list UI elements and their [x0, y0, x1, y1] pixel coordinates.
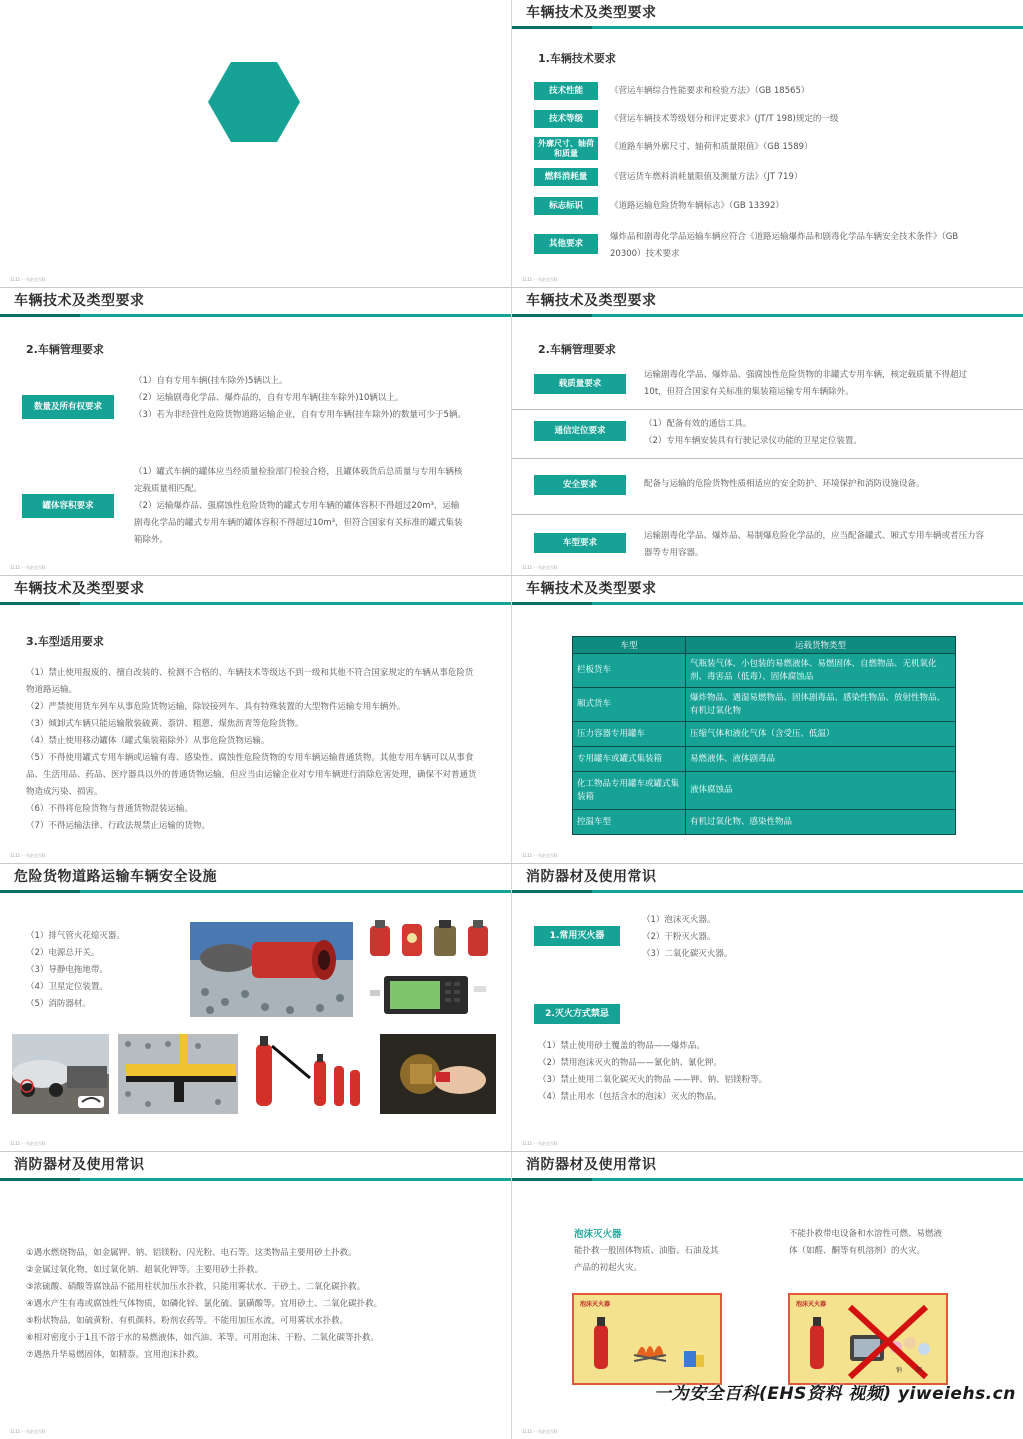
footer-logo: 1111 一为安全百科 — [10, 1429, 46, 1434]
fire-extinguishers-photo — [250, 1032, 368, 1114]
tanker-truck-photo — [12, 1034, 109, 1114]
card-label: 泡沫灭火器 — [796, 1301, 827, 1308]
list-item: （3）二氧化碳灭火器。 — [642, 949, 733, 959]
title-underline — [512, 1178, 1023, 1181]
slide-vehicle-cargo-table — [512, 576, 1023, 863]
table-cell: 控温车型 — [573, 810, 686, 835]
footer-logo: 1111 一为安全百科 — [522, 853, 558, 858]
rule-item: （5）不得使用罐式专用车辆或运输有毒、感染性、腐蚀性危险货物的专用车辆运输普通货物。其他专用车辆可以从事食品、生活用品、药品、医疗器具以外的普通货物运输，但应当由运输企业对专用车辆进行消除危害处理，确保不对普通货物造成污染、损害。 — [26, 753, 477, 797]
title-underline — [0, 1178, 511, 1181]
title-underline — [0, 602, 511, 605]
card-label: 泡沫灭火器 — [580, 1301, 611, 1308]
list-item: ③浓硫酸、硝酸等腐蚀品不能用柱状加压水扑救，只能用雾状水、干砂土、二氧化碳扑救。 — [26, 1282, 366, 1292]
row-separator — [512, 514, 1023, 515]
tag-safety: 安全要求 — [534, 475, 626, 495]
taboo-list — [538, 1038, 978, 1106]
table-cell: 专用罐车或罐式集装箱 — [573, 747, 686, 772]
column-header: 运载货物类型 — [686, 637, 956, 654]
tag-tech-performance: 技术性能 — [534, 82, 598, 100]
title-underline — [512, 314, 1023, 317]
column-header: 车型 — [573, 637, 686, 654]
power-switch-photo — [366, 920, 501, 966]
tag-communication: 通信定位要求 — [534, 421, 626, 441]
facility-item: （1）排气管火花熄灭器。 — [26, 931, 125, 941]
foam-extinguisher-heading: 泡沫灭火器 — [574, 1229, 622, 1240]
rule-item: （6）不得将危险货物与普通货物混装运输。 — [26, 804, 193, 814]
tag-other: 其他要求 — [534, 234, 598, 254]
table-cell: 爆炸物品、遇湿易燃物品、固体剧毒品、感染性物品、放射性物品、有机过氧化物 — [686, 688, 956, 722]
list-item: ④遇水产生有毒或腐蚀性气体物质，如磷化锌、氯化硫、氯磺酸等。宜用砂土、二氧化碳扑救。 — [26, 1299, 383, 1309]
list-item: （1）泡沫灭火器。 — [642, 915, 716, 925]
rule-item: （2）严禁使用货车列车从事危险货物运输，除铰接列车、具有特殊装置的大型物件运输专用车辆外。 — [26, 702, 406, 712]
slide-vehicle-mgmt-2 — [512, 288, 1023, 575]
facility-item: （4）卫星定位装置。 — [26, 982, 108, 992]
satellite-gps-device-photo — [370, 972, 490, 1017]
slide-title: 危险货物道路运输车辆安全设施 — [14, 869, 217, 885]
footer-logo: 1111 一为安全百科 — [10, 853, 46, 858]
slide-fire-equipment-1 — [512, 864, 1023, 1151]
slide-vehicle-mgmt-1 — [0, 288, 511, 575]
table-cell: 气瓶装气体、小包装的易燃液体、易燃固体、自燃物品、无机氧化剂、毒害品（低毒）、固体腐蚀品 — [686, 654, 956, 688]
cargo-table — [572, 636, 956, 835]
hexagon-shape — [208, 62, 300, 142]
slide-title: 消防器材及使用常识 — [526, 869, 657, 885]
table-row — [573, 772, 956, 810]
extinguish-methods-list — [26, 1245, 486, 1364]
section-heading: 2.车辆管理要求 — [26, 343, 104, 356]
text-block — [134, 464, 466, 549]
facility-item: （3）导静电拖地带。 — [26, 965, 108, 975]
table-cell: 压缩气体和液化气体（含受压、低温） — [686, 722, 956, 747]
list-item: ⑥相对密度小于1且不溶于水的易燃液体，如汽油、苯等。可用泡沫、干粉、二氧化碳等扑救。 — [26, 1333, 380, 1343]
table-cell: 化工物品专用罐车或罐式集装箱 — [573, 772, 686, 810]
row-separator — [512, 409, 1023, 410]
slide-title: 消防器材及使用常识 — [526, 1157, 657, 1173]
tag-tech-grade: 技术等级 — [534, 110, 598, 128]
list-item: （1）禁止使用砂土覆盖的物品——爆炸品。 — [538, 1041, 705, 1051]
rule-item: （3）倾卸式车辆只能运输散装硫黄、萘饼、粗蒽、煤焦沥青等危险货物。 — [26, 719, 304, 729]
foam-extinguisher-usage-card — [572, 1293, 722, 1385]
row-text: 《营运车辆技术等级划分和评定要求》(JT/T 198)规定的一级 — [610, 114, 839, 124]
title-underline — [0, 890, 511, 893]
row-text: 运输剧毒化学品、爆炸品、易制爆危险化学品的，应当配备罐式、厢式专用车辆或者压力容器等专用容器。 — [644, 531, 985, 558]
footer-logo: 1111 一为安全百科 — [522, 1141, 558, 1146]
slide-title: 车辆技术及类型要求 — [526, 293, 657, 309]
row-text: 《营运车辆综合性能要求和检验方法》（GB 18565） — [610, 86, 810, 96]
foam-extinguisher-forbidden-card — [788, 1293, 948, 1385]
section-heading: 2.车辆管理要求 — [538, 343, 616, 356]
slide-title: 车辆技术及类型要求 — [14, 581, 145, 597]
text-line: （1）自有专用车辆(挂车除外)5辆以上。 — [134, 376, 288, 386]
row-text: （1）配备有效的通信工具。 （2）专用车辆安装具有行驶记录仪功能的卫星定位装置。 — [644, 419, 862, 446]
text-line: （2）运输爆炸品、强腐蚀性危险货物的罐式专用车辆的罐体容积不得超过20m³，运输剧毒化学品的罐式专用车辆的罐体容积不得超过10m³，但符合国家有关标准的罐式集装箱除外。 — [134, 501, 463, 545]
slide-fire-equipment-2 — [0, 1152, 511, 1439]
text-line: （2）运输剧毒化学品、爆炸品的，自有专用车辆(挂车除外)10辆以上。 — [134, 393, 404, 403]
table-row — [573, 688, 956, 722]
row-text: 配备与运输的危险货物性质相适应的安全防护、环境保护和消防设施设备。 — [644, 479, 925, 489]
rule-item: （1）禁止使用报废的、擅自改装的、检测不合格的、车辆技术等级达不到一级和其他不符合国家规定的车辆从事危险货物道路运输。 — [26, 668, 474, 695]
slide-vehicle-tech — [512, 0, 1023, 287]
list-item: ⑦遇热升华易燃固体，如精萘。宜用泡沫扑救。 — [26, 1350, 204, 1360]
tag-extinguish-taboos: 2.灭火方式禁忌 — [534, 1004, 620, 1024]
slide-vehicle-usage — [0, 576, 511, 863]
exhaust-spark-arrester-photo — [190, 922, 353, 1017]
footer-logo: 1111 一为安全百科 — [522, 1429, 558, 1434]
tag-tank-volume: 罐体容积要求 — [22, 494, 114, 518]
row-text: 《道路车辆外廓尺寸、轴荷和质量限值》（GB 1589） — [610, 142, 813, 152]
table-cell: 栏板货车 — [573, 654, 686, 688]
tag-vehicle-type: 车型要求 — [534, 533, 626, 553]
card-item-potassium: 钾 — [916, 1367, 923, 1374]
table-cell: 厢式货车 — [573, 688, 686, 722]
list-item: （3）禁止使用二氧化碳灭火的物品 ——钾、钠、铝镁粉等。 — [538, 1075, 768, 1085]
foam-cannot-extinguish-text: 不能扑救带电设备和水溶性可燃、易燃液体（如醛、酮等有机溶剂）的火灾。 — [789, 1229, 943, 1256]
table-row — [573, 722, 956, 747]
row-separator — [512, 458, 1023, 459]
foam-can-extinguish-text: 能扑救一般固体物质、油脂、石油及其产品的初起火灾。 — [574, 1246, 719, 1273]
rule-item: （7）不得运输法律、行政法规禁止运输的货物。 — [26, 821, 210, 831]
row-text: 《营运货车燃料消耗量限值及测量方法》（JT 719） — [610, 172, 803, 182]
title-underline — [512, 26, 1023, 29]
title-underline — [0, 314, 511, 317]
text-line: （1）罐式车辆的罐体应当经质量检验部门检验合格，且罐体载货后总质量与专用车辆核定载质量相匹配。 — [134, 467, 463, 494]
list-item: （2）禁用泡沫灭火的物品——氰化钠、氰化钾。 — [538, 1058, 722, 1068]
footer-logo: 1111 一为安全百科 — [522, 277, 558, 282]
static-grounding-strap-photo — [118, 1034, 238, 1114]
table-row — [573, 747, 956, 772]
slide-title: 车辆技术及类型要求 — [14, 293, 145, 309]
tag-quantity-ownership: 数量及所有权要求 — [22, 395, 114, 419]
title-underline — [512, 602, 1023, 605]
rule-item: （4）禁止使用移动罐体（罐式集装箱除外）从事危险货物运输。 — [26, 736, 270, 746]
row-text: 《道路运输危险货物车辆标志》（GB 13392） — [610, 201, 784, 211]
slide-cover — [0, 0, 511, 287]
footer-logo: 1111 一为安全百科 — [10, 565, 46, 570]
section-heading: 3.车型适用要求 — [26, 635, 104, 648]
facility-list — [26, 928, 176, 1013]
rules-list — [26, 665, 478, 835]
row-text: 运输剧毒化学品、爆炸品、强腐蚀性危险货物的非罐式专用车辆，核定载质量不得超过10t，但符合国家有关标准的集装箱运输专用车辆除外。 — [644, 370, 968, 397]
tag-dimensions: 外廓尺寸、轴荷和质量 — [534, 137, 598, 160]
table-row — [573, 810, 956, 835]
table-row — [573, 654, 956, 688]
row-text: 爆炸品和剧毒化学品运输车辆应符合《道路运输爆炸品和剧毒化学品车辆安全技术条件》（GB 20300）技术要求 — [610, 232, 959, 259]
tag-fuel-consumption: 燃料消耗量 — [534, 168, 598, 186]
text-line: （3）若为非经营性危险货物道路运输企业，自有专用车辆(挂车除外)的数量可少于5辆。 — [134, 410, 466, 420]
fire-equipment-handle-photo — [380, 1034, 496, 1114]
list-item: ①遇水燃烧物品，如金属钾、钠、铝镁粉、闪光粉、电石等。这类物品主要用砂土扑救。 — [26, 1248, 357, 1258]
card-item-sodium: 钠 — [896, 1367, 903, 1374]
watermark-text: 一为安全百科(EHS资料 视频) yiweiehs.cn — [654, 1384, 1016, 1404]
table-cell: 易燃液体、液体剧毒品 — [686, 747, 956, 772]
footer-logo: 1111 一为安全百科 — [10, 1141, 46, 1146]
list-item: （2）干粉灭火器。 — [642, 932, 716, 942]
table-header-row — [573, 637, 956, 654]
footer-logo: 1111 一为安全百科 — [522, 565, 558, 570]
list-item: ②金属过氧化物，如过氧化钠、超氧化钾等。主要用砂土扑救。 — [26, 1265, 264, 1275]
table-cell: 有机过氧化物、感染性物品 — [686, 810, 956, 835]
title-underline — [512, 890, 1023, 893]
table-cell: 压力容器专用罐车 — [573, 722, 686, 747]
list-item: ⑤粉状物品，如硫黄粉、有机颜料、粉剂农药等。不能用加压水流，可用雾状水扑救。 — [26, 1316, 349, 1326]
text-block — [134, 373, 466, 424]
tag-common-extinguishers: 1.常用灭火器 — [534, 926, 620, 946]
facility-item: （5）消防器材。 — [26, 999, 91, 1009]
slide-safety-facilities — [0, 864, 511, 1151]
slide-title: 车辆技术及类型要求 — [526, 581, 657, 597]
slide-title: 消防器材及使用常识 — [14, 1157, 145, 1173]
tag-load-capacity: 载质量要求 — [534, 374, 626, 394]
footer-logo: 1111 一为安全百科 — [10, 277, 46, 282]
table-cell: 液体腐蚀品 — [686, 772, 956, 810]
tag-marking: 标志标识 — [534, 197, 598, 215]
list-item: （4）禁止用水（包括含水的泡沫）灭火的物品。 — [538, 1092, 722, 1102]
extinguisher-list — [642, 912, 842, 963]
section-heading: 1.车辆技术要求 — [538, 52, 616, 65]
facility-item: （2）电源总开关。 — [26, 948, 100, 958]
slide-title: 车辆技术及类型要求 — [526, 5, 657, 21]
